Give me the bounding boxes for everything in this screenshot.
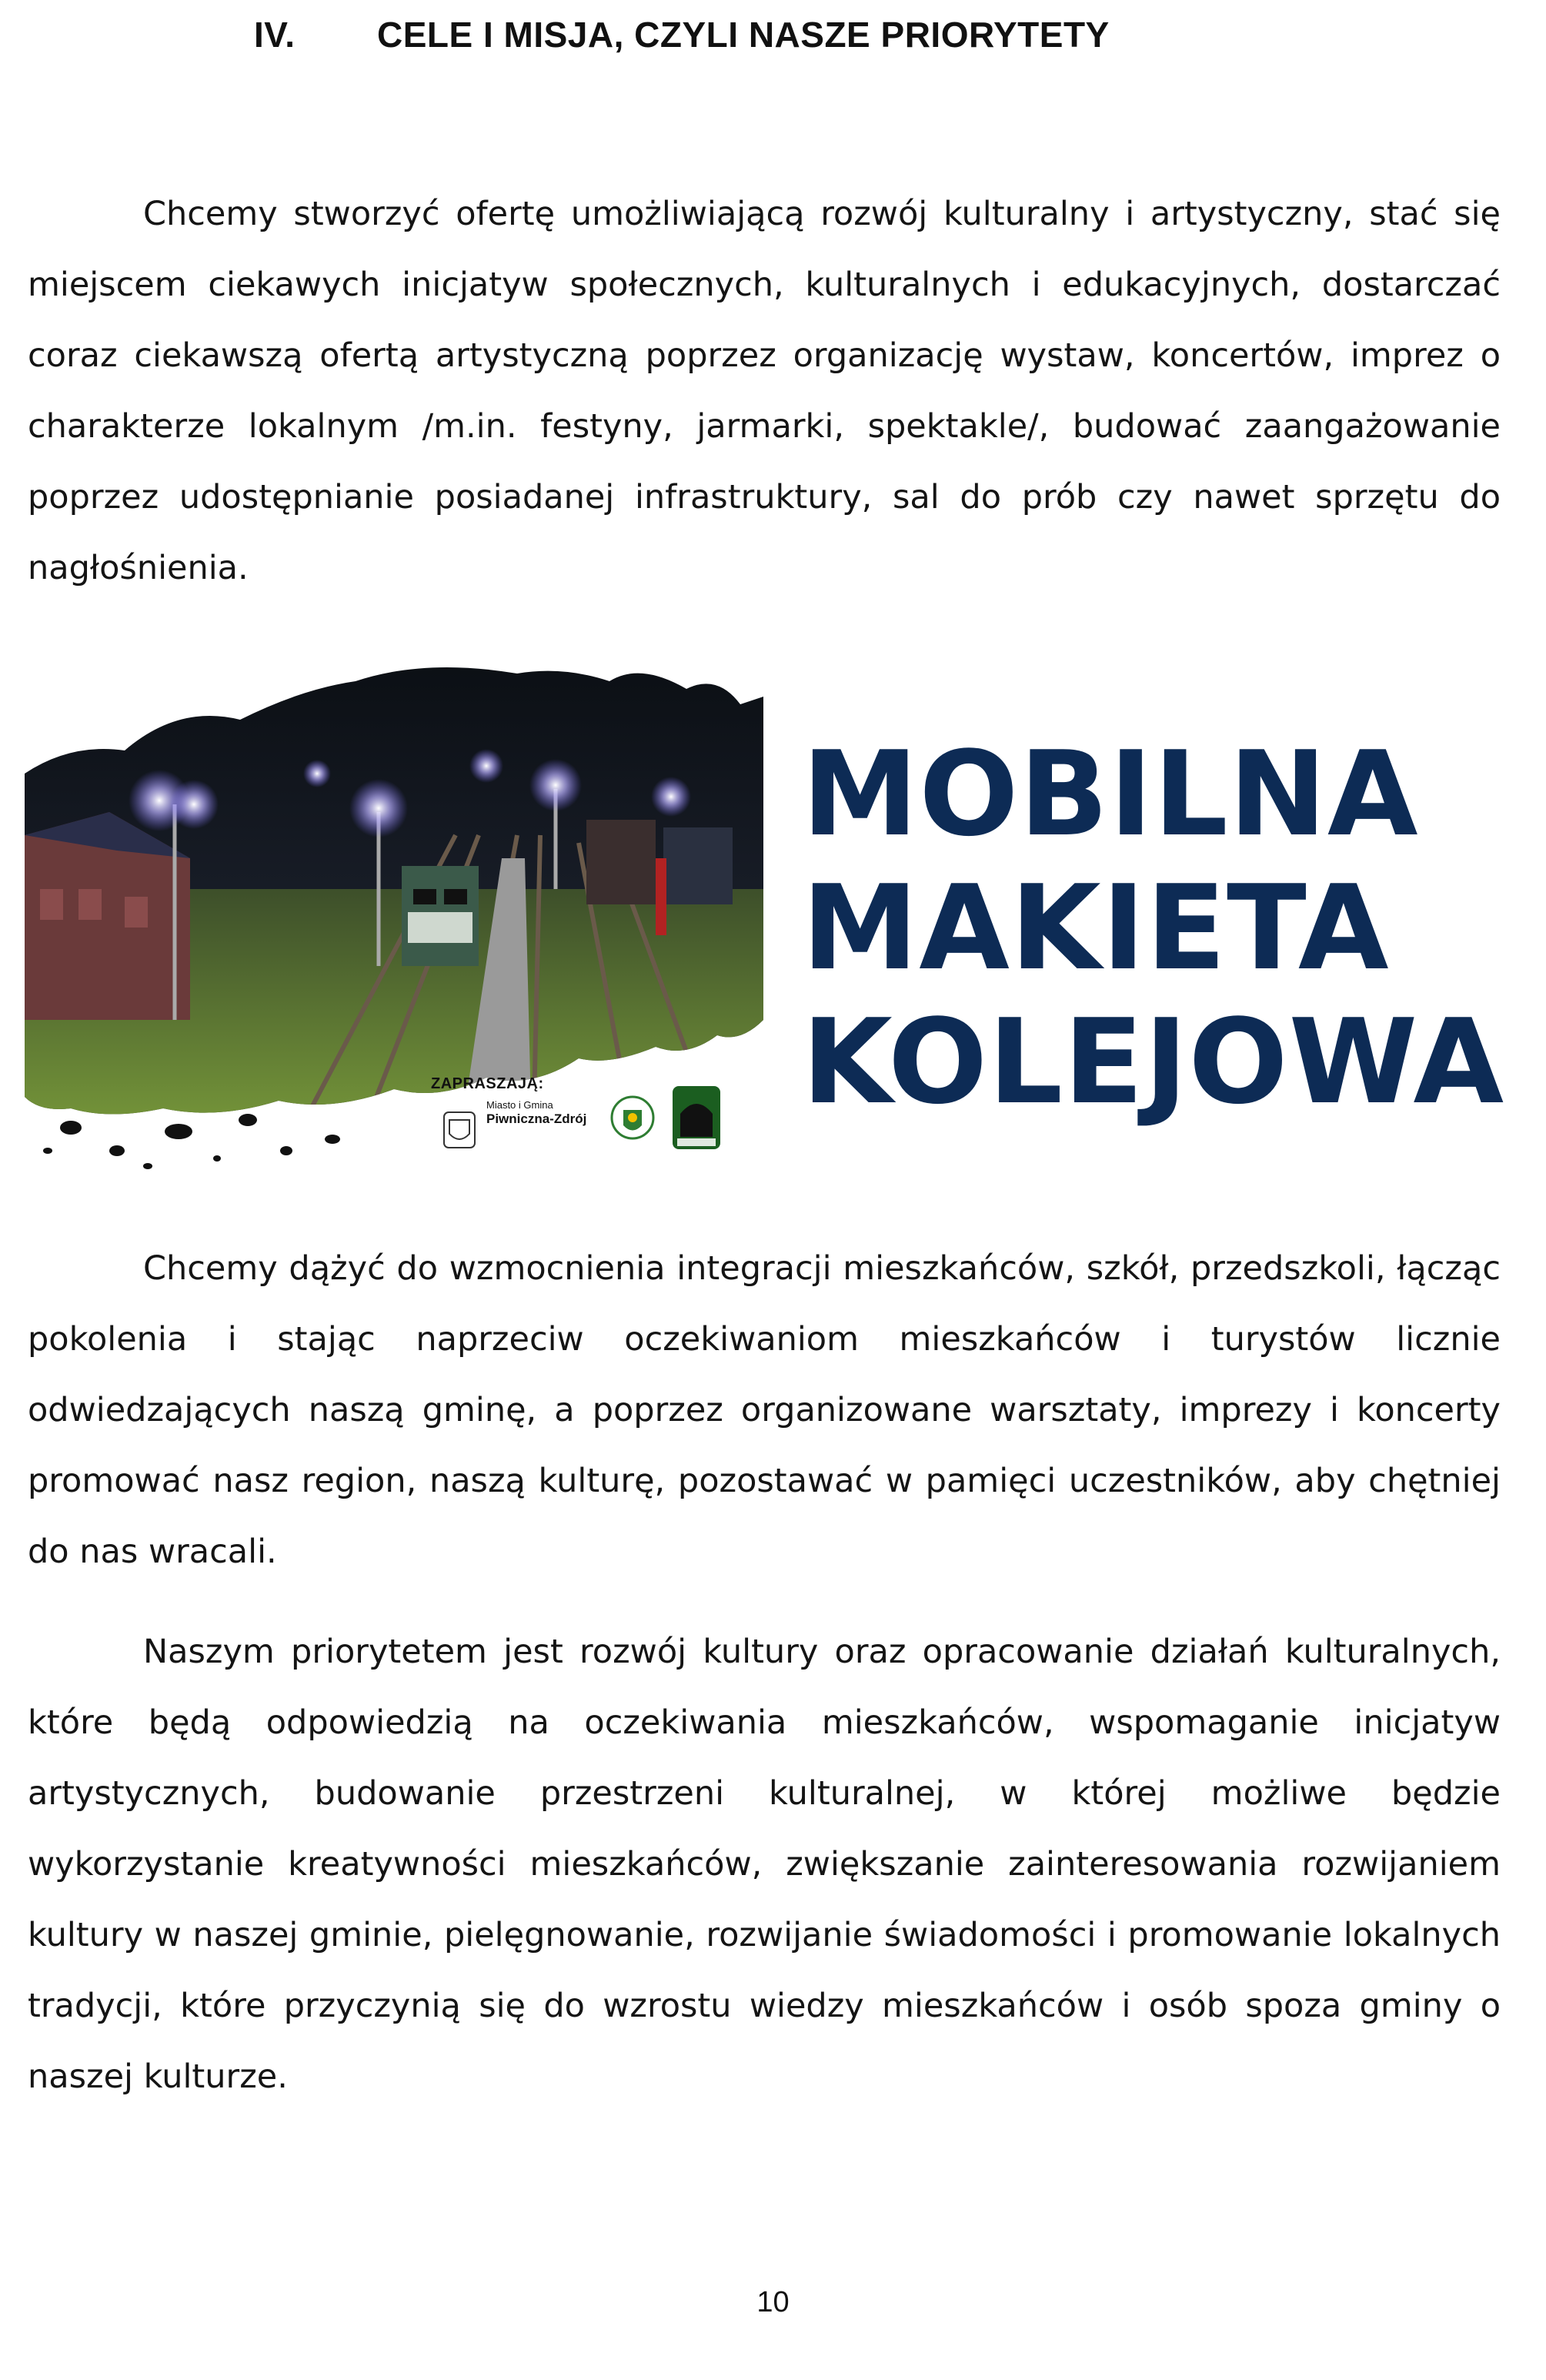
partner-town bbox=[486, 1098, 586, 1126]
section-title: CELE I MISJA, CZYLI NASZE PRIORYTETY bbox=[377, 15, 1110, 55]
event-poster bbox=[25, 658, 1506, 1170]
partner-small-text: Miasto i Gmina bbox=[486, 1099, 553, 1111]
partner-emblem-icon bbox=[609, 1083, 656, 1152]
page-number: 10 bbox=[756, 2286, 790, 2318]
town-crest-icon bbox=[444, 1112, 475, 1148]
partner-tunnel-logo-icon bbox=[669, 1083, 723, 1152]
poster-title-line-2: MAKIETA bbox=[802, 860, 1390, 996]
paragraph-integration: Chcemy dążyć do wzmocnienia integracji mieszkańców, szkół, przedszkoli, łącząc pokolenia i stając naprzeciw oczekiwaniom mieszkańców i turystów licznie odwiedzających naszą gminę, a poprzez organizowane warsztaty, imprezy i koncerty promować nasz region, naszą kulturę, pozostawać w pamięci uczestników, aby chętniej do nas wracali. bbox=[28, 1249, 1501, 1571]
partner-big-text: Piwniczna-Zdrój bbox=[486, 1111, 587, 1126]
poster-title-line-1: MOBILNA bbox=[802, 726, 1419, 862]
paragraph-offer: Chcemy stworzyć ofertę umożliwiającą rozwój kulturalny i artystyczny, stać się miejscem ciekawych inicjatyw społecznych, kulturalnych i edukacyjnych, dostarczać coraz ciekawszą ofertą artystyczną poprzez organizację wystaw, koncertów, imprez o charakterze lokalnym /m.in. festyny, jarmarki, spektakle/, budować zaangażowanie poprzez udostępnianie posiadanej infrastruktury, sal do prób czy nawet sprzętu do nagłośnienia. bbox=[28, 195, 1501, 587]
paragraph-priority: Naszym priorytetem jest rozwój kultury oraz opracowanie działań kulturalnych, które będą odpowiedzią na oczekiwania mieszkańców, wspomaganie inicjatyw artystycznych, budowanie przestrzeni kulturalnej, w której możliwe będzie wykorzystanie kreatywności mieszkańców, zwiększanie zainteresowania rozwijaniem kultury w naszej gminie, pielęgnowanie, rozwijanie świadomości i promowanie lokalnych tradycji, które przyczynią się do wzrostu wiedzy mieszkańców i osób spoza gminy o naszej kulturze. bbox=[28, 1633, 1501, 2096]
section-number: IV. bbox=[254, 15, 296, 55]
section-heading bbox=[254, 14, 1110, 55]
invite-label: ZAPRASZAJĄ: bbox=[431, 1075, 544, 1092]
poster-title bbox=[802, 727, 1525, 1129]
poster-title-line-3: KOLEJOWA bbox=[802, 994, 1505, 1130]
